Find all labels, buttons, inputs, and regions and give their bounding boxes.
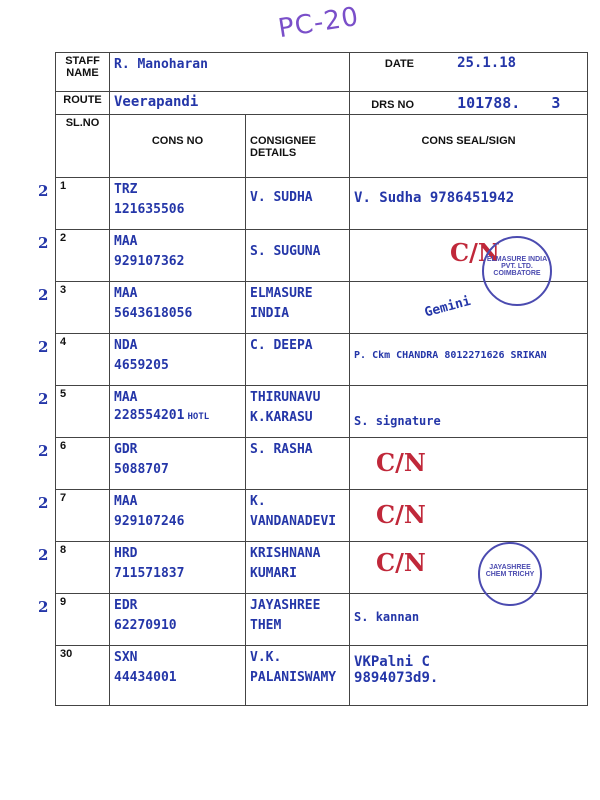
sign-cell: VKPalni C 9894073d9.: [350, 646, 588, 706]
company-seal-jayashree: JAYASHREE CHEM TRICHY: [478, 542, 542, 606]
sign-cell: P. Ckm CHANDRA 8012271626 SRIKAN: [350, 334, 588, 386]
cons-no-cell: SXN 44434001: [110, 646, 246, 706]
date-label: DATE: [384, 58, 415, 70]
sl-no-cell: 2 7: [56, 490, 110, 542]
consignee-cell: C. DEEPA: [246, 334, 350, 386]
sign-cell: Gemini: [350, 282, 588, 334]
cons-no-cell: EDR 62270910: [110, 594, 246, 646]
table-row: [56, 178, 588, 230]
sl-no-cell: 2 3: [56, 282, 110, 334]
cons-no-cell: MAA 228554201 HOTL: [110, 386, 246, 438]
consignee-cell: S. RASHA: [246, 438, 350, 490]
table-row: [56, 438, 588, 490]
sl-no-cell: 2 6: [56, 438, 110, 490]
sign-cell: V. Sudha 9786451942: [350, 178, 588, 230]
sl-no-cell: 2 9: [56, 594, 110, 646]
delivery-run-sheet: [38, 52, 588, 706]
table-row: [56, 490, 588, 542]
sign-cell: C/N: [350, 542, 588, 594]
cons-no-cell: GDR 5088707: [110, 438, 246, 490]
table-row: [56, 334, 588, 386]
staff-name-label: STAFF NAME: [56, 53, 110, 92]
date-cell: [350, 53, 588, 92]
sl-no-cell: 2 2: [56, 230, 110, 282]
drs-cell: [350, 92, 588, 115]
drs-suffix: 3: [551, 94, 561, 112]
cons-no-cell: HRD 711571837: [110, 542, 246, 594]
drs-value: 101788.: [457, 94, 521, 112]
document-code-stamp: PC-20: [276, 1, 362, 45]
cons-no-cell: NDA 4659205: [110, 334, 246, 386]
route-label: ROUTE: [56, 92, 110, 115]
staff-name-value: R. Manoharan: [110, 53, 350, 92]
sl-no-cell: 30: [56, 646, 110, 706]
consignee-cell: ELMASURE INDIA: [246, 282, 350, 334]
sl-no-cell: 2 4: [56, 334, 110, 386]
cons-no-cell: MAA 929107246: [110, 490, 246, 542]
sl-no-header: SL.NO: [56, 115, 110, 178]
drs-label: DRS NO: [371, 99, 415, 111]
consignee-cell: K. VANDANADEVI: [246, 490, 350, 542]
hotel-note: HOTL: [187, 412, 210, 422]
cons-no-cell: MAA 5643618056: [110, 282, 246, 334]
sign-cell: C/N: [350, 230, 588, 282]
sign-cell: S. signature: [350, 386, 588, 438]
sign-cell: C/N: [350, 438, 588, 490]
cons-no-cell: TRZ 121635506: [110, 178, 246, 230]
sl-no-cell: 2 8: [56, 542, 110, 594]
sign-cell: S. kannan: [350, 594, 588, 646]
consignee-cell: V. SUDHA: [246, 178, 350, 230]
consignee-cell: V.K. PALANISWAMY: [246, 646, 350, 706]
seal-sign-header: CONS SEAL/SIGN: [350, 115, 588, 178]
cons-no-cell: MAA 929107362: [110, 230, 246, 282]
company-seal-elmasure: ELMASURE INDIA PVT. LTD. COIMBATORE: [482, 236, 552, 306]
consignee-header: CONSIGNEE DETAILS: [246, 115, 350, 178]
cons-no-header: CONS NO: [110, 115, 246, 178]
date-value: 25.1.18: [457, 55, 517, 71]
sl-no-cell: 2 1: [56, 178, 110, 230]
sign-cell: C/N: [350, 490, 588, 542]
sl-no-cell: 2 5: [56, 386, 110, 438]
consignee-cell: JAYASHREE THEM: [246, 594, 350, 646]
table-row: [56, 646, 588, 706]
consignee-cell: S. SUGUNA: [246, 230, 350, 282]
table-row: [56, 386, 588, 438]
route-value: Veerapandi: [110, 92, 350, 115]
consignee-cell: KRISHNANA KUMARI: [246, 542, 350, 594]
consignee-cell: THIRUNAVU K.KARASU: [246, 386, 350, 438]
